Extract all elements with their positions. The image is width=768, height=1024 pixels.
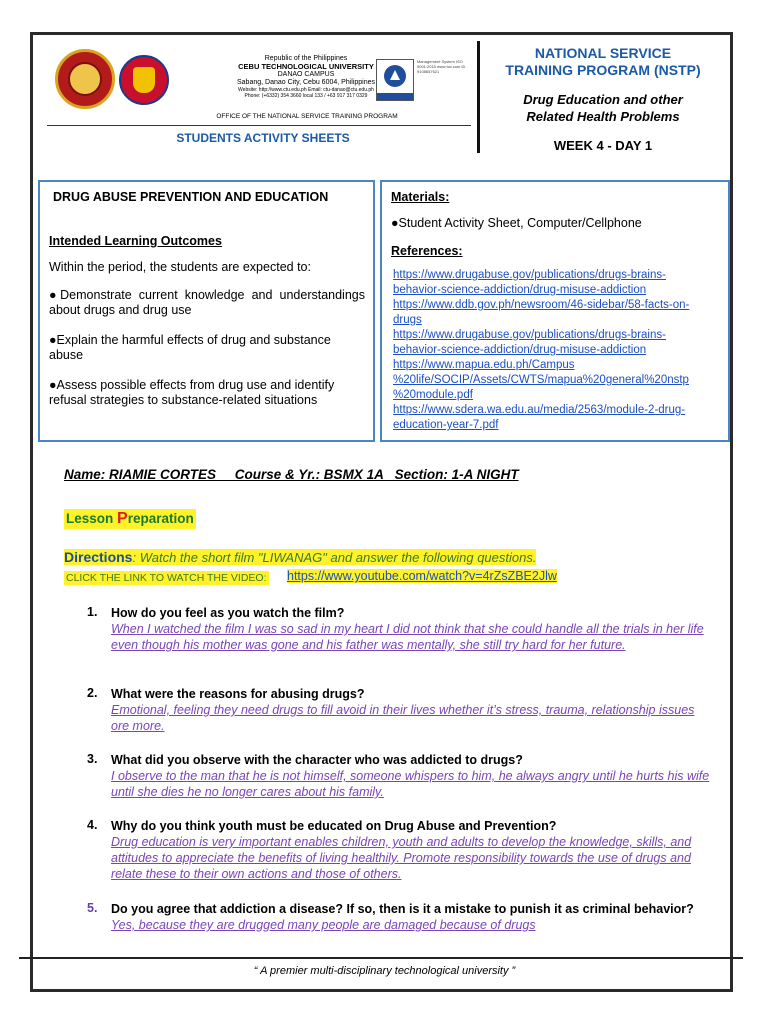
lesson-rest: reparation [127,511,194,526]
video-link[interactable]: https://www.youtube.com/watch?v=4rZsZBE2Jlw [287,569,557,583]
asean-seal-icon [119,55,169,105]
outcome-item: ●Explain the harmful effects of drug and substance abuse [49,333,331,362]
directions [64,549,536,565]
outcome-item: ●Assess possible effects from drug use and identify refusal strategies to substance-related situations [49,378,335,407]
question-number: 2. [87,686,98,700]
footer-motto: “ A premier multi-disciplinary technological university ” [253,965,516,977]
lesson-initial: P [117,510,128,527]
directions-text: : Watch the short film "LIWANAG" and answer the following questions. [132,550,537,565]
references-heading: References: [391,244,463,258]
answer-text: Yes, because they are drugged many people are damaged because of drugs [111,918,536,932]
reference-link[interactable]: drugs [393,314,422,326]
ilo-intro: Within the period, the students are expected to: [49,260,311,274]
contact-website: Website: http://www.ctu.edu.ph Email: ctu-danao@ctu.edu.ph [238,87,374,93]
question-number: 4. [87,818,98,832]
topic-title-line2: Related Health Problems [526,109,680,124]
materials-list: ●Student Activity Sheet, Computer/Cellphone [391,216,642,230]
question-text: What did you observe with the character who was addicted to drugs? [111,753,523,767]
question-number: 1. [87,605,98,619]
topic-title [483,91,723,125]
footer-divider [19,957,743,959]
sheet-title: STUDENTS ACTIVITY SHEETS [176,131,350,145]
contact-phone: Phone: (+6332) 354 3660 local 133 / +63 917 317 0329 [244,93,368,99]
answer-text: I observe to the man that he is not himself, someone whispers to him, he always angry until he hurts his wife until she dies he no longer cares about his family. [111,769,710,799]
learning-outcomes-box [38,180,375,442]
week-label: WEEK 4 - DAY 1 [553,138,653,153]
materials-references-box [380,180,730,442]
program-title-line1: NATIONAL SERVICE [534,45,672,61]
reference-link[interactable]: %20module.pdf [393,389,473,401]
question-text: What were the reasons for abusing drugs? [111,687,365,701]
answer-text: Drug education is very important enables children, youth and adults to develop the knowledge, skills, and attitudes to appreciate the benefits of living healthily. Promote responsibility towards the use of drugs and relate these to their own actions and those of others. [111,835,692,881]
reference-link[interactable]: behavior-science-addiction/drug-misuse-addiction [393,284,647,296]
university-name: CEBU TECHNOLOGICAL UNIVERSITY [238,62,374,71]
activity-sheet-page [30,32,733,992]
answer-text: When I watched the film I was so sad in my heart I did not think that she could handle all the trials in her life even though his mother was gone and his father was mentally, she still try hard for her future. [111,622,704,652]
reference-link[interactable]: https://www.drugabuse.gov/publications/drugs-brains- [393,269,666,281]
directions-label: Directions [64,549,133,565]
republic-text: Republic of the Philippines [264,55,348,62]
reference-link[interactable]: https://www.ddb.gov.ph/newsroom/46-sidebar/58-facts-on- [393,299,690,311]
reference-link[interactable]: https://www.mapua.edu.ph/Campus [393,359,575,371]
student-info-line: Name: RIAMIE CORTES Course & Yr.: BSMX 1A Section: 1-A NIGHT [64,467,519,482]
question-number: 3. [87,752,98,766]
question-text-body: Do you agree that addiction a disease? If so, then is it a mistake to punish it as criminal behavior? [111,902,694,916]
question-text: Why do you think youth must be educated on Drug Abuse and Prevention? [111,819,557,833]
references-list [393,268,728,433]
topic-title-line1: Drug Education and other [523,92,683,107]
box-title: DRUG ABUSE PREVENTION AND EDUCATION [53,190,329,204]
question-text [111,901,711,933]
program-title-line2: TRAINING PROGRAM (NSTP) [505,62,701,78]
reference-link[interactable]: https://www.sdera.wa.edu.au/media/2563/module-2-drug- [393,404,686,416]
campus-address: Sabang, Danao City, Cebu 6004, Philippines [236,79,376,86]
question-number: 5. [87,901,98,915]
office-name: OFFICE OF THE NATIONAL SERVICE TRAINING PROGRAM [216,113,398,120]
ilo-heading: Intended Learning Outcomes [49,234,222,248]
lesson-lead: Lesson [66,511,118,526]
lesson-heading [64,509,196,529]
answer-text: Emotional, feeling they need drugs to fill avoid in their lives whether it’s stress, trauma, relationship issues ore more. [111,703,695,733]
university-seal-icon [55,49,115,109]
reference-link[interactable]: behavior-science-addiction/drug-misuse-addiction [393,344,647,356]
reference-link[interactable]: https://www.drugabuse.gov/publications/drugs-brains- [393,329,666,341]
program-title [483,45,723,79]
video-instruction: CLICK THE LINK TO WATCH THE VIDEO: [66,572,267,584]
header-divider [47,125,471,126]
question-text: How do you feel as you watch the film? [111,606,345,620]
materials-heading: Materials: [391,190,450,204]
iso-certification-text: Management System ISO 9001:2015 www.tuv.com ID 9108657621 [417,59,466,74]
outcome-item: ●Demonstrate current knowledge and understandings about drugs and drug use [49,288,365,317]
reference-link[interactable]: %20life/SOCIP/Assets/CWTS/mapua%20general%20nstp [393,374,689,386]
header-vertical-divider [477,41,480,153]
tuv-certification-icon [376,59,414,101]
reference-link[interactable]: education-year-7.pdf [393,419,499,431]
campus-name: DANAO CAMPUS [277,71,335,78]
